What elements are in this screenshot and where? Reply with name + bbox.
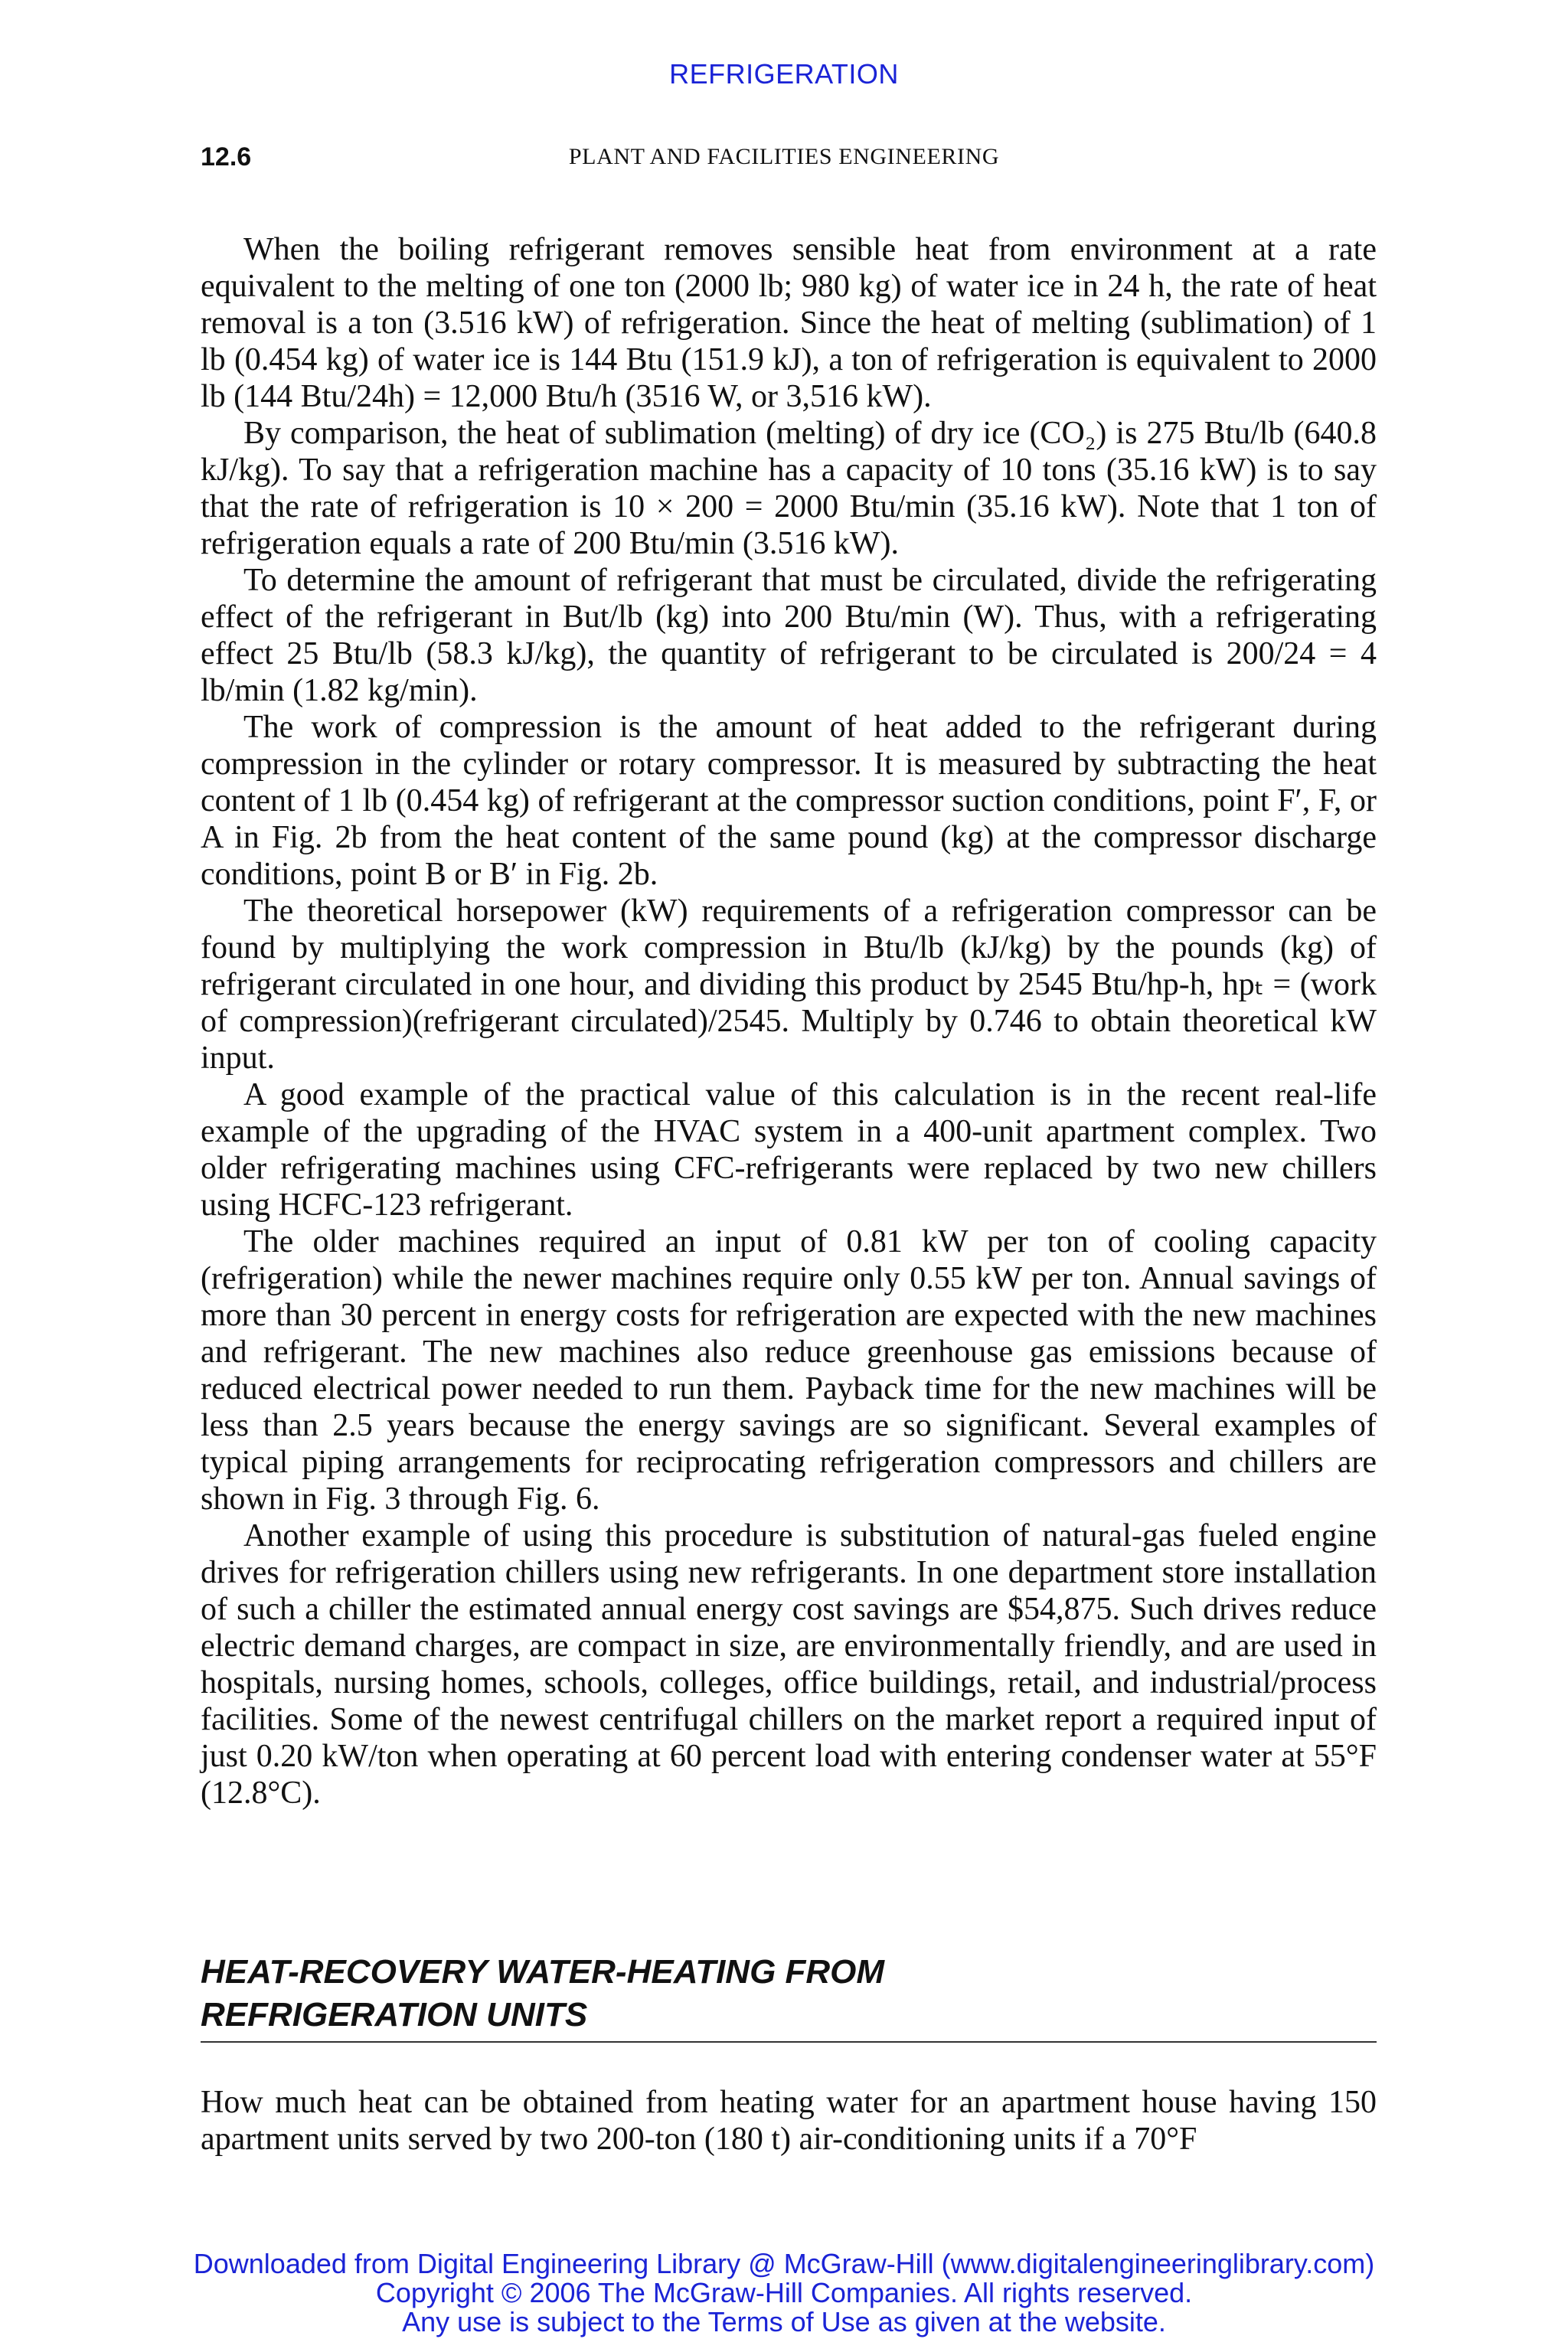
page-number: 12.6 [201, 142, 252, 172]
section-divider [201, 2041, 1377, 2043]
footer-download-link[interactable]: Downloaded from Digital Engineering Library @ McGraw-Hill (www.digitalengineeringlibrary.com) [193, 2248, 1375, 2279]
section-paragraph: How much heat can be obtained from heating water for an apartment house having 150 apartment units served by two 200-ton (180 t) air-conditioning units if a 70°F [201, 2085, 1377, 2157]
footer [0, 2249, 1568, 2337]
chapter-banner: REFRIGERATION [669, 58, 899, 90]
paragraph: A good example of the practical value of this calculation is in the recent real-life example of the upgrading of the HVAC system in a 400-unit apartment complex. Two older refrigerating machines using CFC-refrigerants were replaced by two new chillers using HCFC-123 refrigerant. [201, 1077, 1377, 1223]
paragraph: The older machines required an input of 0.81 kW per ton of cooling capacity (refrigeration) while the newer machines require only 0.55 kW per ton. Annual savings of more than 30 percent in energy costs for refrigeration are expected with the new machines and refrigerant. The new machines also reduce greenhouse gas emissions because of reduced electrical power needed to run them. Payback time for the new machines will be less than 2.5 years because the energy savings are so significant. Several examples of typical piping arrangements for reciprocating refrigeration compressors and chillers are shown in Fig. 3 through Fig. 6. [201, 1224, 1377, 1517]
paragraph: The work of compression is the amount of heat added to the refrigerant during compression in the cylinder or rotary compressor. It is measured by subtracting the heat content of 1 lb (0.454 kg) of refrigerant at the compressor suction conditions, point F′, F, or A in Fig. 2b from the heat content of the same pound (kg) at the compressor discharge conditions, point B or B′ in Fig. 2b. [201, 710, 1377, 892]
paragraph: Another example of using this procedure is substitution of natural-gas fueled engine drives for refrigeration chillers using new refrigerants. In one department store installation of such a chiller the estimated annual energy cost savings are $54,875. Such drives reduce electric demand charges, are compact in size, are environmentally friendly, and are used in hospitals, nursing homes, schools, colleges, office buildings, retail, and industrial/process facilities. Some of the newest centrifugal chillers on the market report a required input of just 0.20 kW/ton when operating at 60 percent load with entering condenser water at 55°F (12.8°C). [201, 1518, 1377, 1811]
section-heading-line: REFRIGERATION UNITS [201, 1996, 588, 2034]
body-text [201, 231, 1377, 1811]
footer-copyright: Copyright © 2006 The McGraw-Hill Companies. All rights reserved. [375, 2277, 1193, 2308]
paragraph: To determine the amount of refrigerant that must be circulated, divide the refrigerating effect of the refrigerant in But/lb (kg) into 200 Btu/min (W). Thus, with a refrigerating effect 25 Btu/lb (58.3 kJ/kg), the quantity of refrigerant to be circulated is 200/24 = 4 lb/min (1.82 kg/min). [201, 563, 1377, 708]
running-head: PLANT AND FACILITIES ENGINEERING [568, 144, 1000, 169]
paragraph: The theoretical horsepower (kW) requirements of a refrigeration compressor can be found by multiplying the work compression in Btu/lb (kJ/kg) by the pounds (kg) of refrigerant circulated in one hour, and dividing this product by 2545 Btu/hp-h, hpₜ = (work of compression)(refrigerant circulated)/2545. Multiply by 0.746 to obtain theoretical kW input. [201, 893, 1377, 1076]
section-heading-line: HEAT-RECOVERY WATER-HEATING FROM [201, 1953, 885, 1991]
paragraph: When the boiling refrigerant removes sensible heat from environment at a rate equivalent to the melting of one ton (2000 lb; 980 kg) of water ice in 24 h, the rate of heat removal is a ton (3.516 kW) of refrigeration. Since the heat of melting (sublimation) of 1 lb (0.454 kg) of water ice is 144 Btu (151.9 kJ), a ton of refrigeration is equivalent to 2000 lb (144 Btu/24h) = 12,000 Btu/h (3516 W, or 3,516 kW). [201, 232, 1377, 414]
footer-terms-link[interactable]: Any use is subject to the Terms of Use as given at the website. [402, 2306, 1166, 2337]
paragraph: By comparison, the heat of sublimation (melting) of dry ice (CO₂) is 275 Btu/lb (640.8 kJ/kg). To say that a refrigeration machine has a capacity of 10 tons (35.16 kW) is to say that the rate of refrigeration is 10 × 200 = 2000 Btu/min (35.16 kW). Note that 1 ton of refrigeration equals a rate of 200 Btu/min (3.516 kW). [201, 416, 1377, 561]
section-heading [201, 1951, 1377, 2037]
